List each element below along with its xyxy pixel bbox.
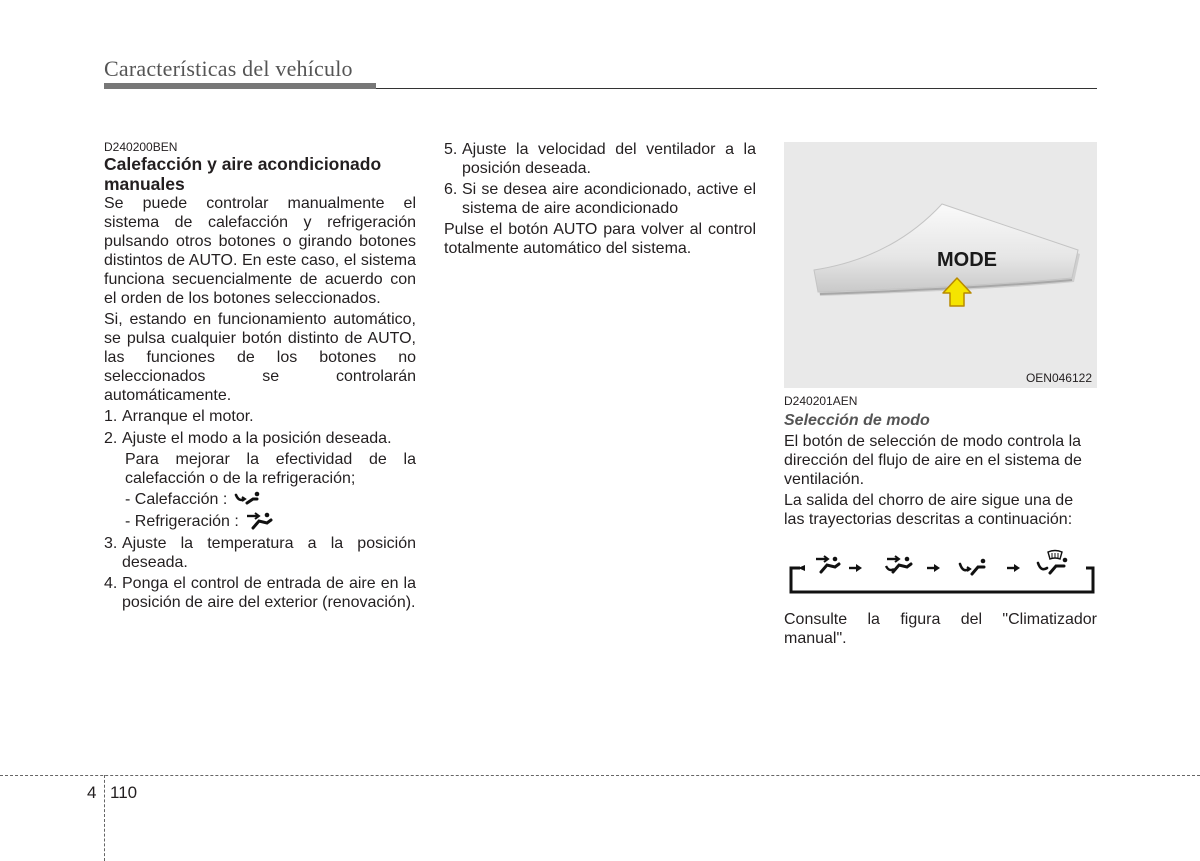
mode-paragraph-2: La salida del chorro de aire sigue una de las trayectorias descritas a continuación:	[784, 492, 1074, 528]
step-number: 5.	[444, 141, 458, 158]
floor-mode-icon	[233, 489, 263, 509]
mode-label: MODE	[937, 249, 997, 271]
cooling-label: - Refrigeración :	[125, 512, 239, 530]
step-text: Ponga el control de entrada de aire en la posición de aire del exterior (renovación).	[122, 575, 416, 611]
heating-label: - Calefacción :	[125, 490, 228, 508]
step-2-note: Para mejorar la efectividad de la calefacción o de la refrigeración;	[125, 451, 416, 487]
mode-button-figure	[784, 142, 1097, 388]
step-2	[104, 429, 416, 448]
step-number: 2.	[104, 430, 118, 447]
section-code: D240200BEN	[104, 140, 178, 154]
footer-vertical-rule	[104, 775, 105, 861]
middle-column	[444, 140, 756, 258]
heating-mode-line	[104, 488, 416, 510]
face-mode-icon	[245, 511, 275, 531]
reference-text: Consulte la figura del "Climatizador manual".	[784, 611, 1097, 647]
intro-paragraph: Se puede controlar manualmente el sistema de calefacción y refrigeración pulsando otros botones o girando botones distintos de AUTO. En este caso, el sistema funciona secuencialmente de acuerdo con el orden de los botones seleccionados.	[104, 195, 416, 307]
auto-return-paragraph: Pulse el botón AUTO para volver al control totalmente automático del sistema.	[444, 221, 756, 257]
mode-sequence-diagram	[786, 546, 1098, 598]
page-header-title: Características del vehículo	[104, 56, 353, 81]
step-1	[104, 407, 416, 426]
left-column	[104, 140, 416, 612]
mode-paragraph-1: El botón de selección de modo controla la dirección del flujo de aire en el sistema de ventilación.	[784, 433, 1082, 488]
chapter-number: 4	[87, 783, 97, 802]
step-6	[444, 180, 756, 218]
step-text: Ajuste la velocidad del ventilador a la posición deseada.	[462, 141, 756, 177]
face-vent-icon	[816, 556, 839, 572]
page-number: 110	[110, 783, 138, 802]
reference-paragraph	[784, 610, 1097, 648]
footer-rule	[0, 775, 1200, 776]
step-5	[444, 140, 756, 178]
step-text: Ajuste el modo a la posición deseada.	[122, 430, 392, 447]
step-3	[104, 534, 416, 572]
floor-defrost-icon	[1038, 551, 1067, 574]
mode-selection-heading: Selección de modo	[784, 412, 930, 429]
figure-caption: OEN046122	[1025, 371, 1092, 385]
step-text: Si se desea aire acondicionado, active el sistema de aire acondicionado	[462, 181, 756, 217]
right-column	[784, 394, 1097, 529]
step-4	[104, 574, 416, 612]
step-number: 6.	[444, 181, 458, 198]
auto-paragraph: Si, estando en funcionamiento automático, se pulsa cualquier botón distinto de AUTO, las funciones de los botones no seleccionados se controlarán automáticamente.	[104, 311, 416, 404]
section-code: D240201AEN	[784, 394, 858, 408]
step-text: Ajuste la temperatura a la posición deseada.	[122, 535, 416, 571]
cooling-mode-line	[104, 510, 416, 532]
step-text: Arranque el motor.	[122, 408, 254, 425]
mode-button-illustration	[784, 142, 1097, 388]
bi-level-icon	[886, 556, 911, 572]
step-number: 1.	[104, 408, 118, 425]
header-rule-thick	[104, 83, 376, 89]
header-rule-thin	[376, 88, 1097, 89]
section-heading: Calefacción y aire acondicionado manuales	[104, 154, 382, 194]
step-number: 4.	[104, 575, 118, 592]
floor-icon	[960, 559, 985, 574]
step-number: 3.	[104, 535, 118, 552]
